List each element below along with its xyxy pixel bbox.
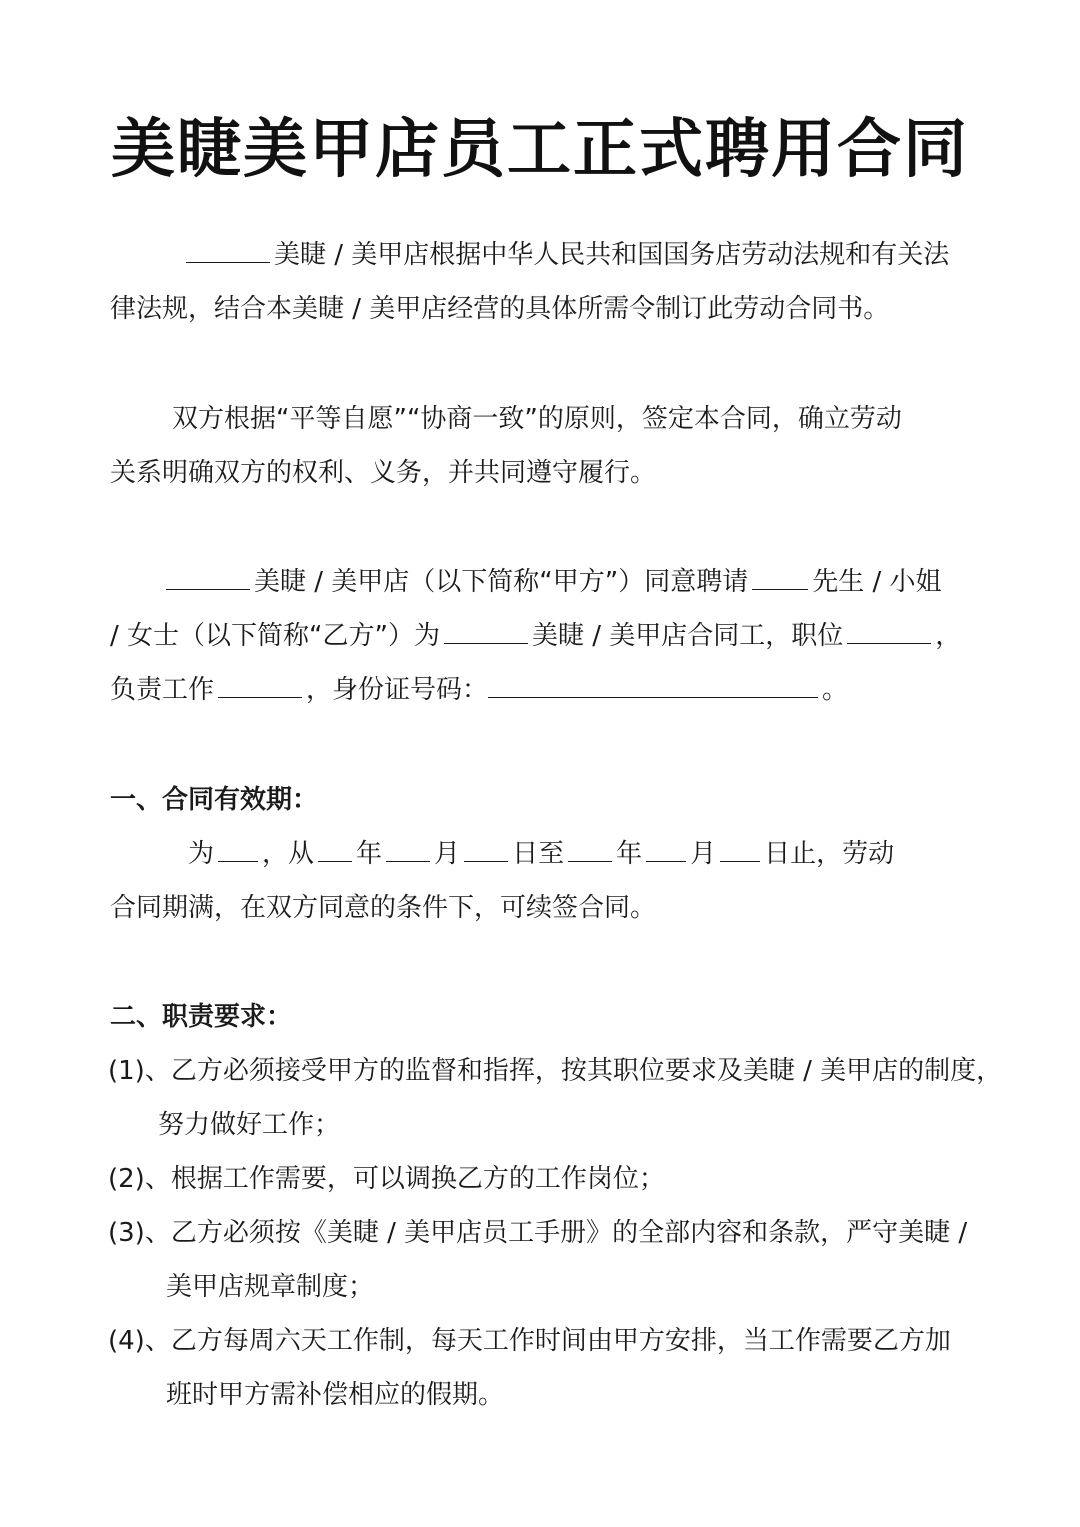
term-text-g: 月 (690, 839, 717, 869)
intro-line-1-text: 美睫 / 美甲店根据中华人民共和国国务店劳动法规和有关法 (274, 240, 950, 270)
end-month-blank (646, 831, 686, 862)
principle-line-2 (110, 446, 1000, 500)
intro-paragraph (110, 228, 1000, 336)
parties-line-1-text-a: 美睫 / 美甲店（以下简称“甲方”）同意聘请 (254, 567, 749, 597)
term-text-e: 日至 (512, 839, 565, 869)
section-1-heading: 一、合同有效期： (110, 785, 319, 815)
start-year-blank (318, 831, 352, 862)
term-text-h: 日止，劳动 (764, 839, 895, 869)
duty-item-4-line-1: (4)、乙方每周六天工作制，每天工作时间由甲方安排，当工作需要乙方加 (108, 1326, 951, 1356)
intro-line-2 (110, 282, 1000, 336)
duty-item-1-line-1: (1)、乙方必须接受甲方的监督和指挥，按其职位要求及美睫 / 美甲店的制度， (108, 1056, 1003, 1086)
term-length-blank (218, 831, 258, 862)
parties-line-3 (110, 663, 1010, 717)
duty-item-3 (108, 1206, 1008, 1314)
intro-line-1 (110, 228, 1000, 282)
duty-item-2 (108, 1152, 1008, 1206)
principle-line-1 (110, 392, 1000, 446)
employee-name-blank (752, 559, 808, 590)
parties-line-3-text-b: ，身份证号码： (306, 675, 489, 705)
parties-line-2-text-a: / 女士（以下简称“乙方”）为 (110, 621, 440, 651)
parties-line-2 (110, 609, 1010, 663)
duty-blank (218, 667, 302, 698)
store-name-blank-2 (166, 559, 250, 590)
parties-line-2-text-b: 美睫 / 美甲店合同工，职位 (531, 621, 844, 651)
position-blank (847, 613, 931, 644)
section-1-line-2-text: 合同期满，在双方同意的条件下，可续签合同。 (110, 893, 657, 923)
duty-item-4 (108, 1314, 1008, 1422)
parties-line-1-text-b: 先生 / 小姐 (812, 567, 942, 597)
parties-line-3-text-a: 负责工作 (110, 675, 215, 705)
principle-paragraph (110, 392, 1000, 500)
end-day-blank (720, 831, 760, 862)
parties-paragraph (110, 555, 1010, 717)
term-text-d: 月 (434, 839, 461, 869)
term-text-c: 年 (356, 839, 383, 869)
principle-line-1-text: 双方根据“平等自愿”“协商一致”的原则，签定本合同，确立劳动 (172, 404, 902, 434)
duty-item-1 (108, 1044, 1008, 1152)
store-name-blank-3 (444, 613, 528, 644)
end-year-blank (568, 831, 612, 862)
term-text-f: 年 (616, 839, 643, 869)
duty-item-3-line-1: (3)、乙方必须按《美睫 / 美甲店员工手册》的全部内容和条款，严守美睫 / (108, 1218, 968, 1248)
duty-item-1-line-2: 努力做好工作； (158, 1110, 341, 1140)
id-number-blank (488, 667, 818, 698)
duty-item-2-line-1: (2)、根据工作需要，可以调换乙方的工作岗位； (108, 1164, 665, 1194)
start-day-blank (464, 831, 508, 862)
duty-item-3-line-2: 美甲店规章制度； (166, 1272, 375, 1302)
term-text-a: 为 (188, 839, 215, 869)
section-1-paragraph (110, 827, 1010, 935)
store-name-blank (186, 232, 270, 263)
section-1-line-2 (110, 881, 1010, 935)
parties-line-2-text-c: ， (935, 621, 962, 651)
section-2-heading: 二、职责要求： (110, 1002, 293, 1032)
intro-line-2-text: 律法规，结合本美睫 / 美甲店经营的具体所需令制订此劳动合同书。 (110, 294, 890, 324)
duty-item-4-line-2: 班时甲方需补偿相应的假期。 (166, 1380, 505, 1410)
parties-line-1 (110, 555, 1010, 609)
term-text-b: ，从 (262, 839, 315, 869)
section-1-line-1 (110, 827, 1010, 881)
parties-line-3-text-c: 。 (822, 675, 849, 705)
document-title: 美睫美甲店员工正式聘用合同 (111, 112, 969, 187)
principle-line-2-text: 关系明确双方的权利、义务，并共同遵守履行。 (110, 458, 657, 488)
start-month-blank (386, 831, 430, 862)
